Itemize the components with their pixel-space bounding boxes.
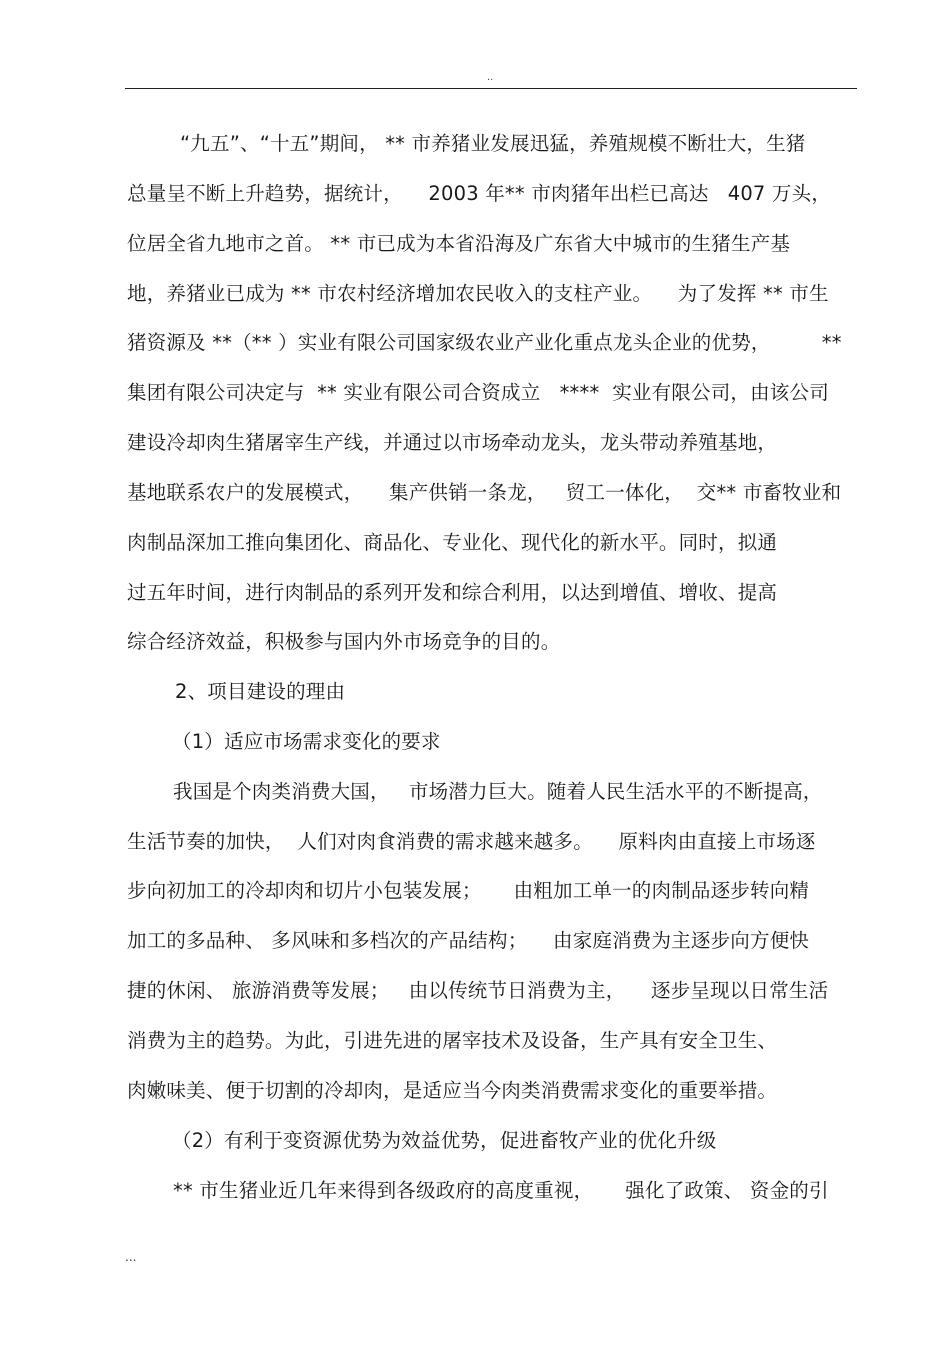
paragraph-line: 总量呈不断上升趋势，据统计， 2003 年** 市肉猪年出栏已高达 407 万头， xyxy=(127,182,832,205)
paragraph-line: 加工的多品种、 多风味和多档次的产品结构； 由家庭消费为主逐步向方便快 xyxy=(127,929,810,952)
paragraph-line: 地，养猪业已成为 ** 市农村经济增加农民收入的支柱产业。 为了发挥 ** 市生 xyxy=(127,282,829,305)
paragraph-line: 捷的休闲、 旅游消费等发展； 由以传统节日消费为主， 逐步呈现以日常生活 xyxy=(127,979,829,1002)
paragraph-line: 步向初加工的冷却肉和切片小包装发展； 由粗加工单一的肉制品逐步转向精 xyxy=(127,879,810,902)
paragraph-line: 我国是个肉类消费大国， 市场潜力巨大。随着人民生活水平的不断提高， xyxy=(173,780,823,803)
header-rule xyxy=(125,88,857,89)
paragraph-line: 猪资源及 **（** ）实业有限公司国家级农业产业化重点龙头企业的优势， ** xyxy=(127,331,842,354)
paragraph-line: 位居全省九地市之首。 ** 市已成为本省沿海及广东省大中城市的生猪生产基 xyxy=(127,232,791,255)
paragraph-line: 消费为主的趋势。为此，引进先进的屠宰技术及设备，生产具有安全卫生、 xyxy=(127,1029,778,1052)
paragraph-line: ** 市生猪业近几年来得到各级政府的高度重视， 强化了政策、 资金的引 xyxy=(173,1179,829,1202)
paragraph-line: 肉制品深加工推向集团化、商品化、专业化、现代化的新水平。同时，拟通 xyxy=(127,531,778,554)
paragraph-line: 生活节奏的加快， 人们对肉食消费的需求越来越多。 原料肉由直接上市场逐 xyxy=(127,830,816,853)
subsection-heading: （2）有利于变资源优势为效益优势，促进畜牧产业的优化升级 xyxy=(172,1129,717,1152)
paragraph-line: 过五年时间，进行肉制品的系列开发和综合利用，以达到增值、增收、提高 xyxy=(127,581,778,604)
paragraph-line: “九五”、“十五”期间， ** 市养猪业发展迅猛，养殖规模不断壮大，生猪 xyxy=(180,132,806,155)
paragraph-line: 建设冷却肉生猪屠宰生产线，并通过以市场牵动龙头，龙头带动养殖基地， xyxy=(127,431,778,454)
footer-mark: ... xyxy=(125,1250,137,1264)
section-heading: 2、项目建设的理由 xyxy=(175,680,346,703)
paragraph-line: 集团有限公司决定与 ** 实业有限公司合资成立 **** 实业有限公司，由该公司 xyxy=(127,381,829,404)
paragraph-line: 基地联系农户的发展模式， 集产供销一条龙， 贸工一体化， 交** 市畜牧业和 xyxy=(127,481,842,504)
header-mark: .. xyxy=(487,72,494,83)
paragraph-line: 综合经济效益，积极参与国内外市场竞争的目的。 xyxy=(127,630,561,653)
subsection-heading: （1）适应市场需求变化的要求 xyxy=(172,730,441,753)
paragraph-line: 肉嫩味美、便于切割的冷却肉，是适应当今肉类消费需求变化的重要举措。 xyxy=(127,1079,778,1102)
